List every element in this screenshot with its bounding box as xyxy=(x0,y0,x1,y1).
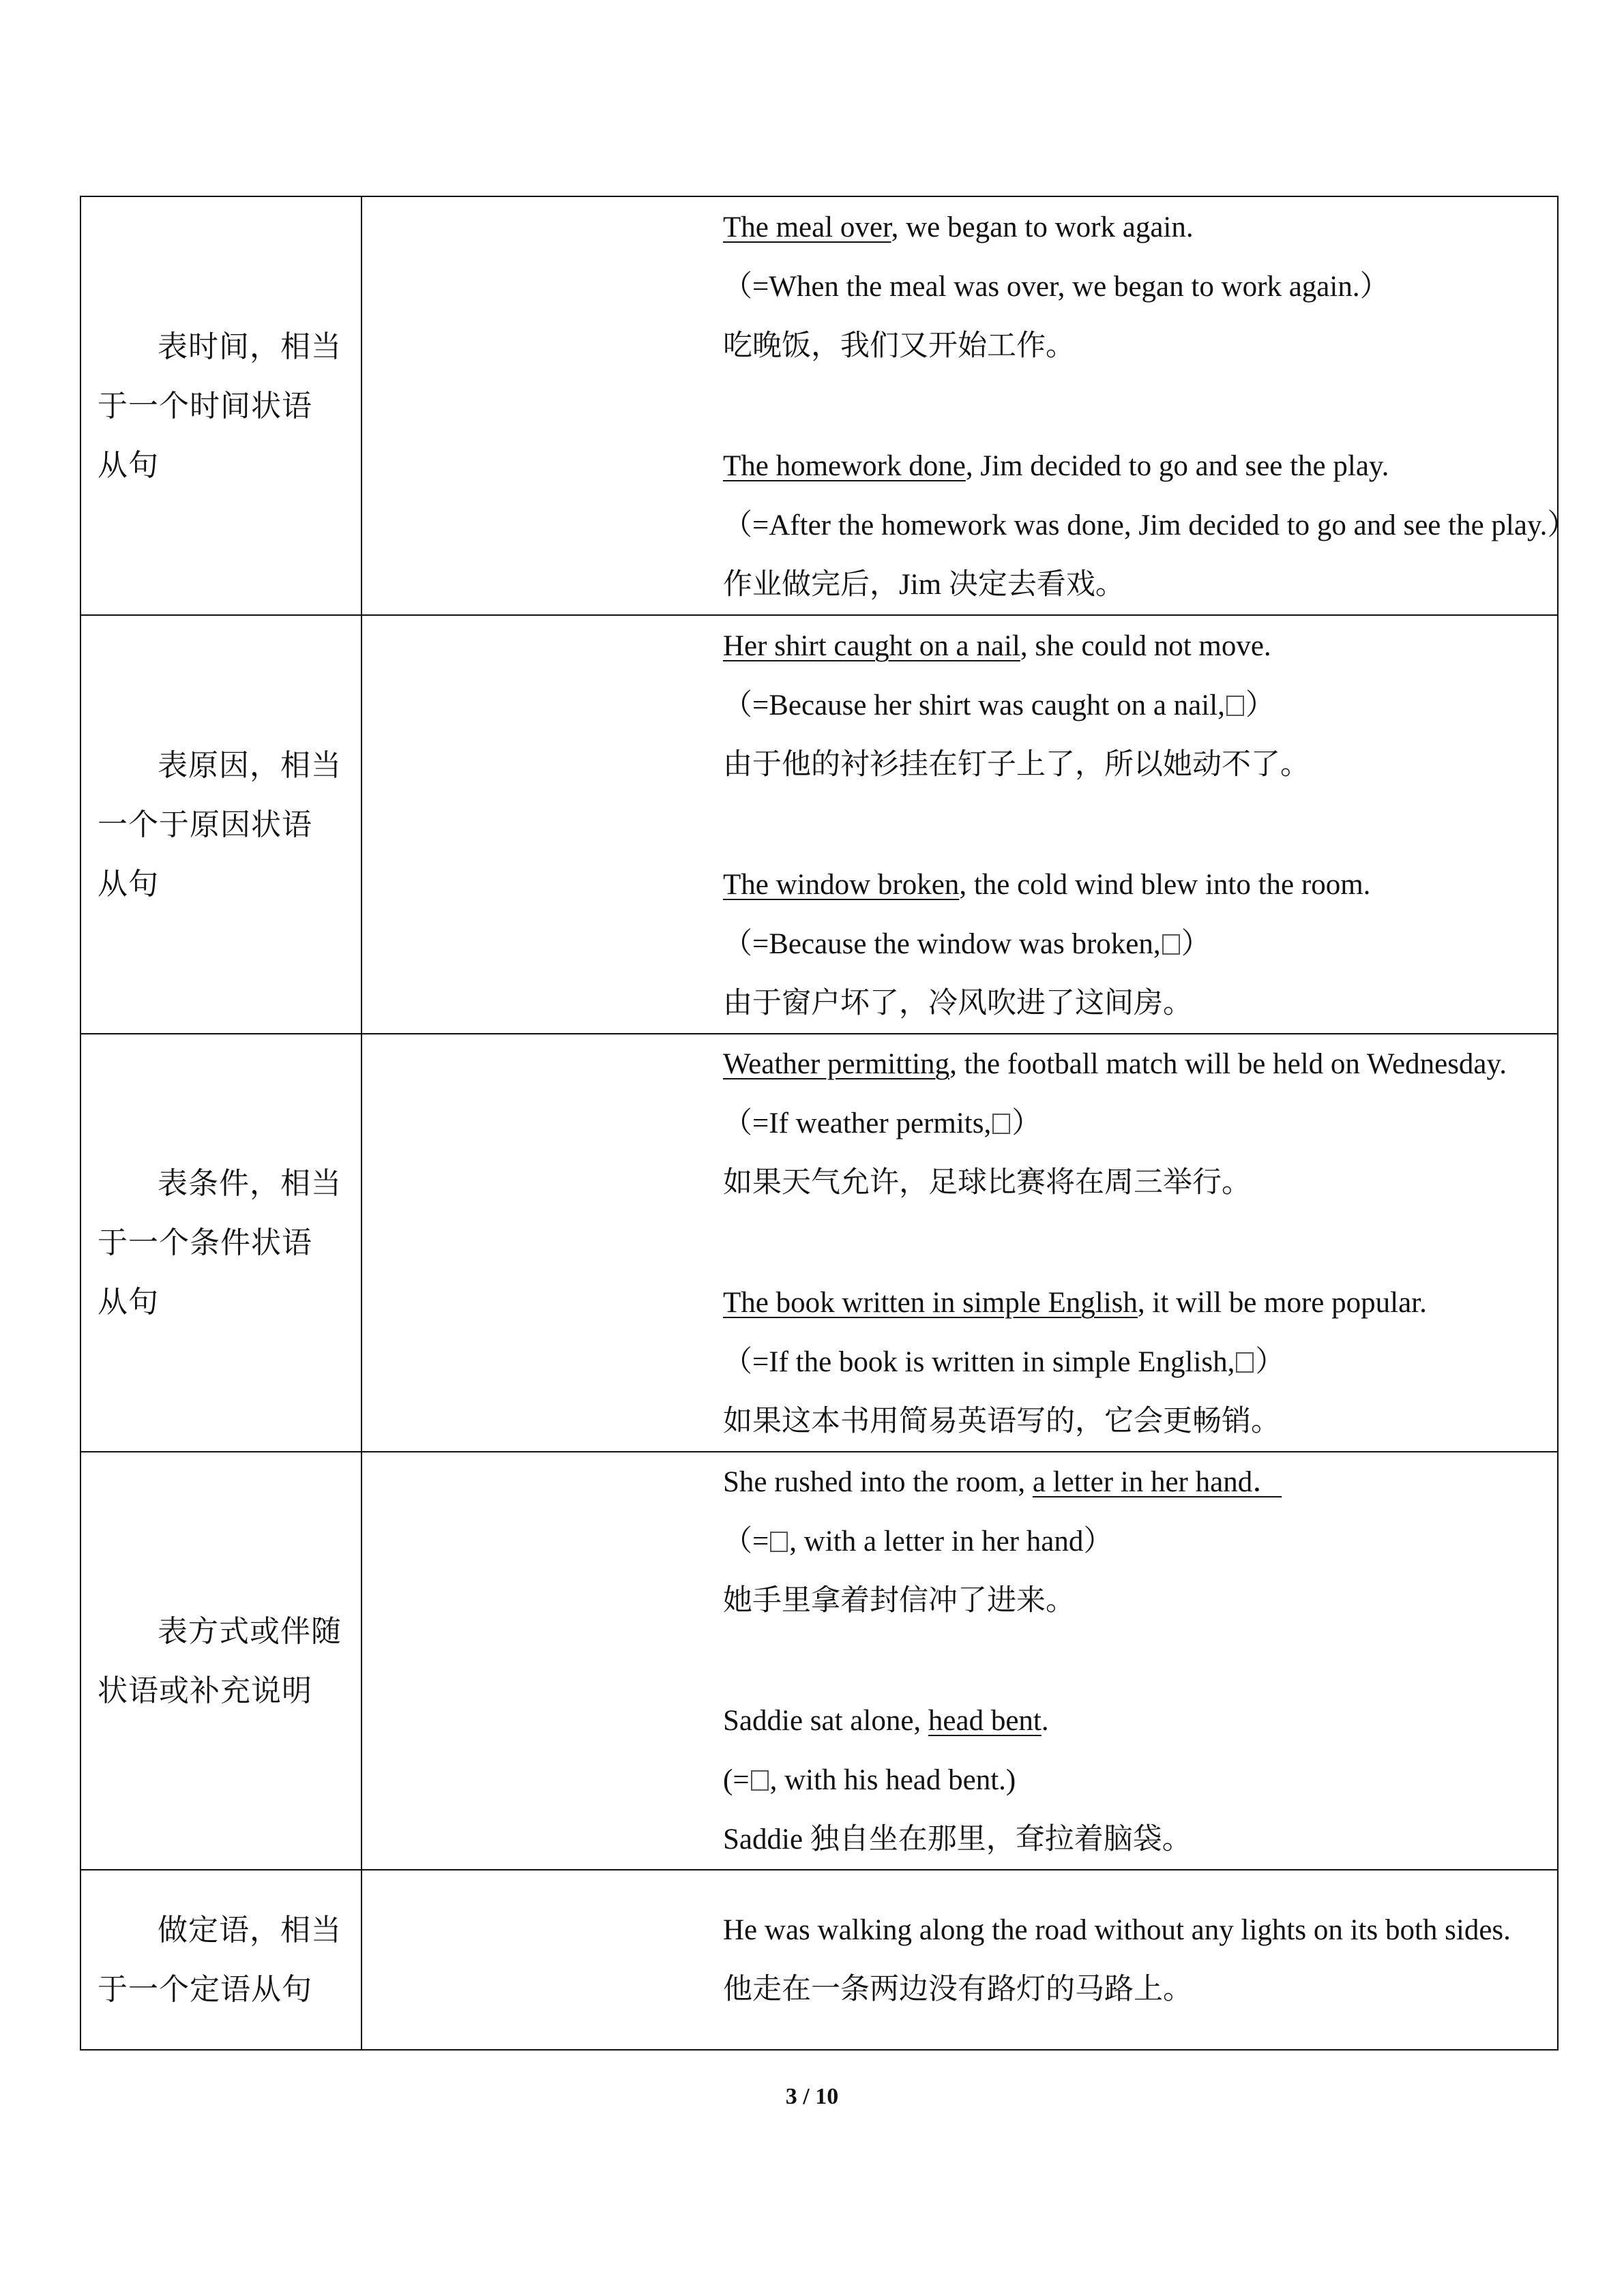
example-paraphrase: （=If weather permits, ） xyxy=(723,1107,1042,1139)
spacer xyxy=(723,794,1557,855)
table-row xyxy=(80,1452,1558,1870)
underlined-phrase: a letter in her hand． xyxy=(1032,1466,1282,1498)
example-paraphrase: （=When the meal was over, we began to work again.） xyxy=(723,270,1389,303)
usage-label: 表原因，相当一个于原因状语从句 xyxy=(98,748,342,901)
page-number: 3 / 10 xyxy=(785,2084,839,2109)
usage-label-cell xyxy=(80,615,361,1034)
spacer xyxy=(723,376,1557,436)
example-sentence: He was walking along the road without any lights on its both sides. xyxy=(723,1914,1511,1946)
underlined-phrase: The window broken xyxy=(723,868,960,901)
underlined-phrase: The book written in simple English xyxy=(723,1287,1138,1319)
placeholder-box-icon xyxy=(751,1770,769,1791)
example-translation: 他走在一条两边没有路灯的马路上。 xyxy=(723,1973,1192,2006)
example-sentence: The book written in simple English, it will be more popular. xyxy=(723,1287,1427,1319)
underlined-phrase: The homework done xyxy=(723,449,966,482)
example-sentence: Saddie sat alone, head bent. xyxy=(723,1705,1049,1737)
example-cell xyxy=(361,196,1577,615)
usage-label: 表条件，相当于一个条件状语从句 xyxy=(98,1167,342,1319)
example-sentence: She rushed into the room, a letter in her hand． xyxy=(723,1466,1282,1498)
example-sentence: Weather permitting, the football match will be held on Wednesday. xyxy=(723,1048,1507,1080)
example-sentence: The window broken, the cold wind blew into the room. xyxy=(723,868,1371,901)
example-translation: 由于窗户坏了，冷风吹进了这间房。 xyxy=(723,987,1192,1019)
usage-label-cell xyxy=(80,1034,361,1452)
table-row xyxy=(80,196,1558,615)
example-translation: 她手里拿着封信冲了进来。 xyxy=(723,1585,1075,1617)
spacer xyxy=(723,1212,1557,1273)
placeholder-box-icon xyxy=(770,1532,788,1552)
spacer xyxy=(723,1630,1557,1691)
example-translation: 如果天气允许，足球比赛将在周三举行。 xyxy=(723,1167,1251,1199)
usage-label-cell xyxy=(80,196,361,615)
example-translation: 作业做完后，Jim 决定去看戏。 xyxy=(723,568,1125,601)
example-paraphrase: （= , with a letter in her hand） xyxy=(723,1525,1113,1557)
example-cell xyxy=(361,1034,1558,1452)
example-sentence: Her shirt caught on a nail, she could not move. xyxy=(723,629,1271,662)
underlined-phrase: Weather permitting xyxy=(723,1048,950,1080)
example-paraphrase: （=If the book is written in simple English, ） xyxy=(723,1346,1285,1378)
underlined-phrase: The meal over xyxy=(723,211,891,243)
table-row xyxy=(80,1870,1558,2050)
usage-label-cell xyxy=(80,1870,361,2050)
usage-label: 表方式或伴随状语或补充说明 xyxy=(98,1614,342,1708)
grammar-table xyxy=(80,196,1577,2051)
table-row xyxy=(80,615,1558,1034)
placeholder-box-icon xyxy=(1226,696,1244,716)
underlined-phrase: head bent xyxy=(928,1705,1042,1737)
example-sentence: The meal over, we began to work again. xyxy=(723,211,1194,243)
placeholder-box-icon xyxy=(1236,1352,1254,1373)
example-cell xyxy=(361,1870,1558,2050)
example-paraphrase: （=Because the window was broken, ） xyxy=(723,927,1211,960)
example-translation: 如果这本书用简易英语写的，它会更畅销。 xyxy=(723,1405,1280,1437)
placeholder-box-icon xyxy=(1162,934,1180,955)
example-translation: 吃晚饭，我们又开始工作。 xyxy=(723,329,1075,362)
example-paraphrase: (= , with his head bent.) xyxy=(723,1764,1016,1796)
example-translation: Saddie 独自坐在那里，耷拉着脑袋。 xyxy=(723,1823,1192,1855)
table-row xyxy=(80,1034,1558,1452)
usage-label: 表时间，相当于一个时间状语从句 xyxy=(98,329,342,482)
placeholder-box-icon xyxy=(992,1114,1010,1134)
example-paraphrase: （=Because her shirt was caught on a nail, ） xyxy=(723,689,1275,721)
example-sentence: The homework done, Jim decided to go and see the play. xyxy=(723,449,1389,482)
example-translation: 由于他的衬衫挂在钉子上了，所以她动不了。 xyxy=(723,748,1310,781)
usage-label-cell xyxy=(80,1452,361,1870)
example-paraphrase: （=After the homework was done, Jim decided to go and see the play.） xyxy=(723,509,1577,541)
example-cell xyxy=(361,615,1558,1034)
underlined-phrase: Her shirt caught on a nail xyxy=(723,629,1020,662)
usage-label: 做定语，相当于一个定语从句 xyxy=(98,1913,342,2006)
example-cell xyxy=(361,1452,1558,1870)
